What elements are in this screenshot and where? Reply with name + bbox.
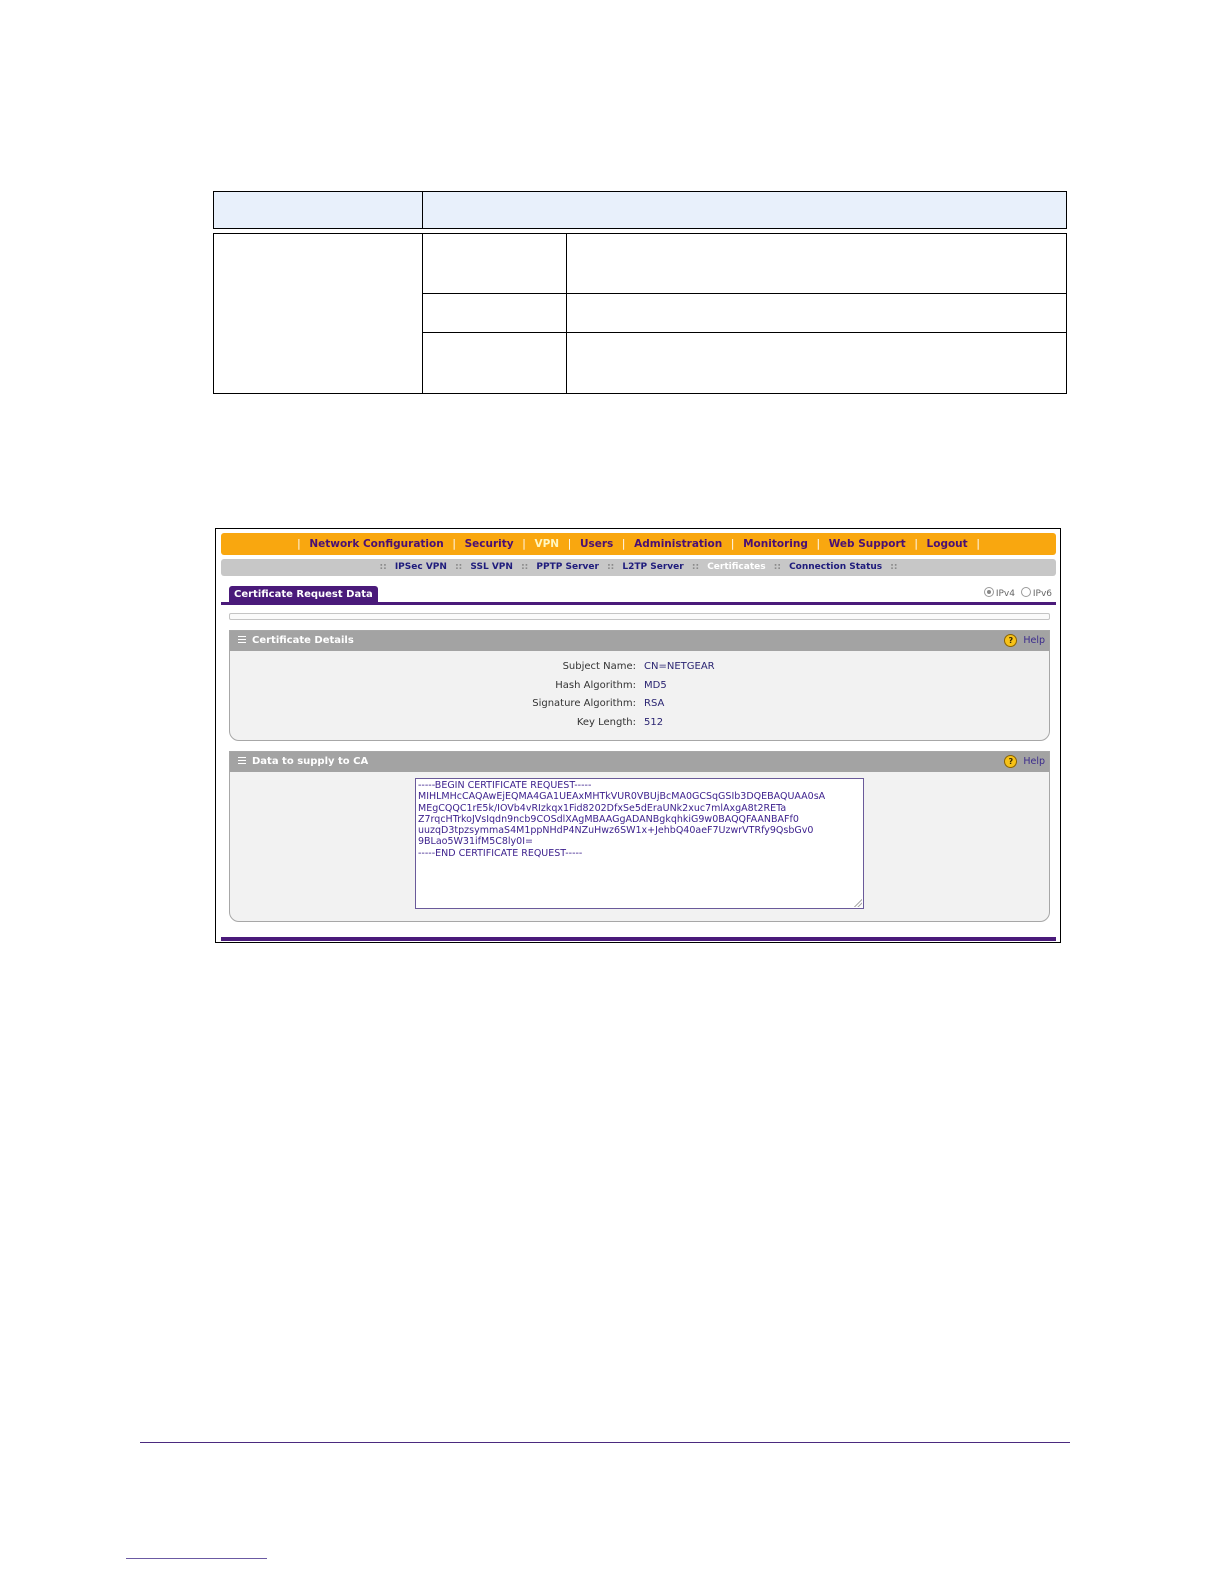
- ipv6-label: IPv6: [1032, 589, 1052, 599]
- footer-underline: [126, 1558, 267, 1559]
- detail-row: [230, 677, 1049, 696]
- grip-icon: [238, 636, 246, 643]
- table-cell: [214, 234, 423, 394]
- nav-administration[interactable]: Administration: [634, 538, 723, 550]
- header-cell: [423, 192, 1067, 229]
- nav-network-configuration[interactable]: Network Configuration: [309, 538, 444, 550]
- subnav-connection-status[interactable]: Connection Status: [789, 562, 883, 572]
- nav-logout[interactable]: Logout: [926, 538, 968, 550]
- certificate-details-section: [229, 630, 1050, 741]
- document-table: [213, 191, 1067, 394]
- subnav-ipsec-vpn[interactable]: IPSec VPN: [394, 562, 447, 572]
- top-nav: | Network Configuration | Security | VPN | Users | Administration | Monitoring | Web Support | Logout |: [221, 533, 1056, 555]
- detail-label: Signature Algorithm:: [532, 698, 636, 709]
- detail-row: [230, 714, 1049, 733]
- help-icon: ?: [1004, 634, 1017, 647]
- subnav-ssl-vpn[interactable]: SSL VPN: [470, 562, 513, 572]
- detail-label: Key Length:: [576, 716, 636, 728]
- certificate-request-textarea[interactable]: [415, 778, 864, 909]
- ipv4-radio[interactable]: [984, 587, 994, 597]
- detail-value: 512: [644, 716, 664, 728]
- header-cell: [214, 192, 423, 229]
- details-list: [230, 651, 1049, 732]
- detail-label: Subject Name:: [562, 661, 636, 672]
- detail-label: Hash Algorithm:: [555, 679, 636, 691]
- nav-monitoring[interactable]: Monitoring: [743, 538, 808, 550]
- ipv6-radio[interactable]: [1021, 587, 1031, 597]
- help-label: Help: [1023, 635, 1045, 646]
- table-cell: [567, 333, 1067, 394]
- help-link[interactable]: [1004, 752, 1045, 772]
- section-title: Data to supply to CA: [252, 756, 369, 767]
- tab-underline: [221, 602, 1056, 605]
- section-header: [230, 631, 1049, 651]
- help-label: Help: [1023, 756, 1045, 767]
- table-cell: [423, 294, 567, 333]
- ip-version-selector: [984, 587, 1052, 599]
- tab-certificate-request-data[interactable]: Certificate Request Data: [229, 586, 378, 603]
- router-screenshot: [215, 528, 1061, 943]
- grip-icon: [238, 757, 246, 764]
- detail-value: MD5: [644, 679, 667, 691]
- message-bar: [229, 613, 1050, 620]
- bottom-bar: [221, 937, 1056, 941]
- subnav-l2tp-server[interactable]: L2TP Server: [622, 562, 684, 572]
- table-cell: [423, 234, 567, 294]
- detail-value: RSA: [644, 698, 665, 709]
- nav-users[interactable]: Users: [579, 538, 614, 550]
- sub-nav: :: IPSec VPN :: SSL VPN :: PPTP Server :: L2TP Server :: Certificates :: Connection Status ::: [221, 559, 1056, 576]
- footer-rule: [140, 1442, 1070, 1443]
- table-cell: [567, 234, 1067, 294]
- subnav-certificates[interactable]: Certificates: [707, 562, 766, 572]
- help-link[interactable]: [1004, 631, 1045, 651]
- section-title: Certificate Details: [252, 635, 354, 646]
- detail-row: [230, 695, 1049, 714]
- table-cell: [567, 294, 1067, 333]
- nav-vpn[interactable]: VPN: [534, 538, 560, 550]
- nav-security[interactable]: Security: [464, 538, 514, 550]
- detail-value: CN=NETGEAR: [644, 661, 715, 672]
- resize-handle-icon[interactable]: [853, 898, 862, 907]
- help-icon: ?: [1004, 755, 1017, 768]
- nav-web-support[interactable]: Web Support: [828, 538, 906, 550]
- table-cell: [423, 333, 567, 394]
- ca-data-section: [229, 751, 1050, 922]
- ipv4-label: IPv4: [995, 589, 1015, 599]
- table-row: [214, 234, 1067, 294]
- table-header-row: [214, 192, 1067, 229]
- subnav-pptp-server[interactable]: PPTP Server: [536, 562, 599, 572]
- detail-row: [230, 658, 1049, 677]
- section-header: [230, 752, 1049, 772]
